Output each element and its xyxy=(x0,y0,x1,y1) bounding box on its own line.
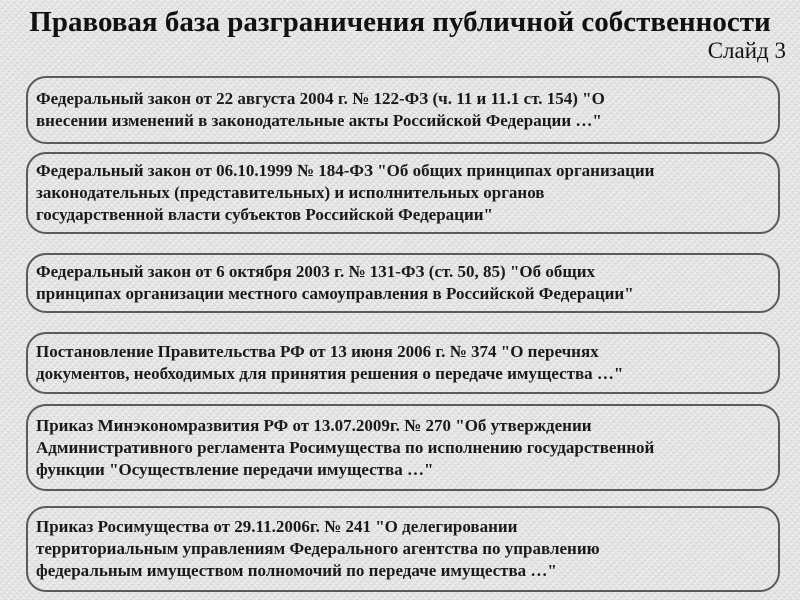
law-item-text: Приказ Минэкономразвития РФ от 13.07.2009г. № 270 "Об утверждении Административного регламента Росимущества по исполнению государственной функции "Осуществление передачи имущества …" xyxy=(36,415,655,479)
law-item-fz-184 xyxy=(26,152,780,234)
law-item-text: Федеральный закон от 6 октября 2003 г. № 131-ФЗ (ст. 50, 85) "Об общих принципах организации местного самоуправления в Российской Федерации" xyxy=(36,262,634,303)
law-item-text: Федеральный закон от 06.10.1999 № 184-ФЗ "Об общих принципах организации законодательных (представительных) и исполнительных органов государственной власти субъектов Российской Федерации" xyxy=(36,161,655,224)
law-item-resolution-374 xyxy=(26,332,780,394)
law-item-fz-131 xyxy=(26,253,780,313)
law-item-order-270 xyxy=(26,404,780,491)
law-item-order-241 xyxy=(26,506,780,592)
law-item-text: Федеральный закон от 22 августа 2004 г. № 122-ФЗ (ч. 11 и 11.1 ст. 154) "О внесении изменений в законодательные акты Российской Федерации …" xyxy=(36,89,605,130)
law-item-text: Постановление Правительства РФ от 13 июня 2006 г. № 374 "О перечнях документов, необходимых для принятия решения о передаче имущества …" xyxy=(36,342,624,383)
slide-number: Слайд 3 xyxy=(707,38,786,63)
law-item-text: Приказ Росимущества от 29.11.2006г. № 241 "О делегировании территориальным управлениям Федерального агентства по управлению федеральным имуществом полномочий по передаче имущества …" xyxy=(36,517,600,580)
law-item-fz-122 xyxy=(26,76,780,144)
slide-title: Правовая база разграничения публичной собственности xyxy=(29,6,771,38)
